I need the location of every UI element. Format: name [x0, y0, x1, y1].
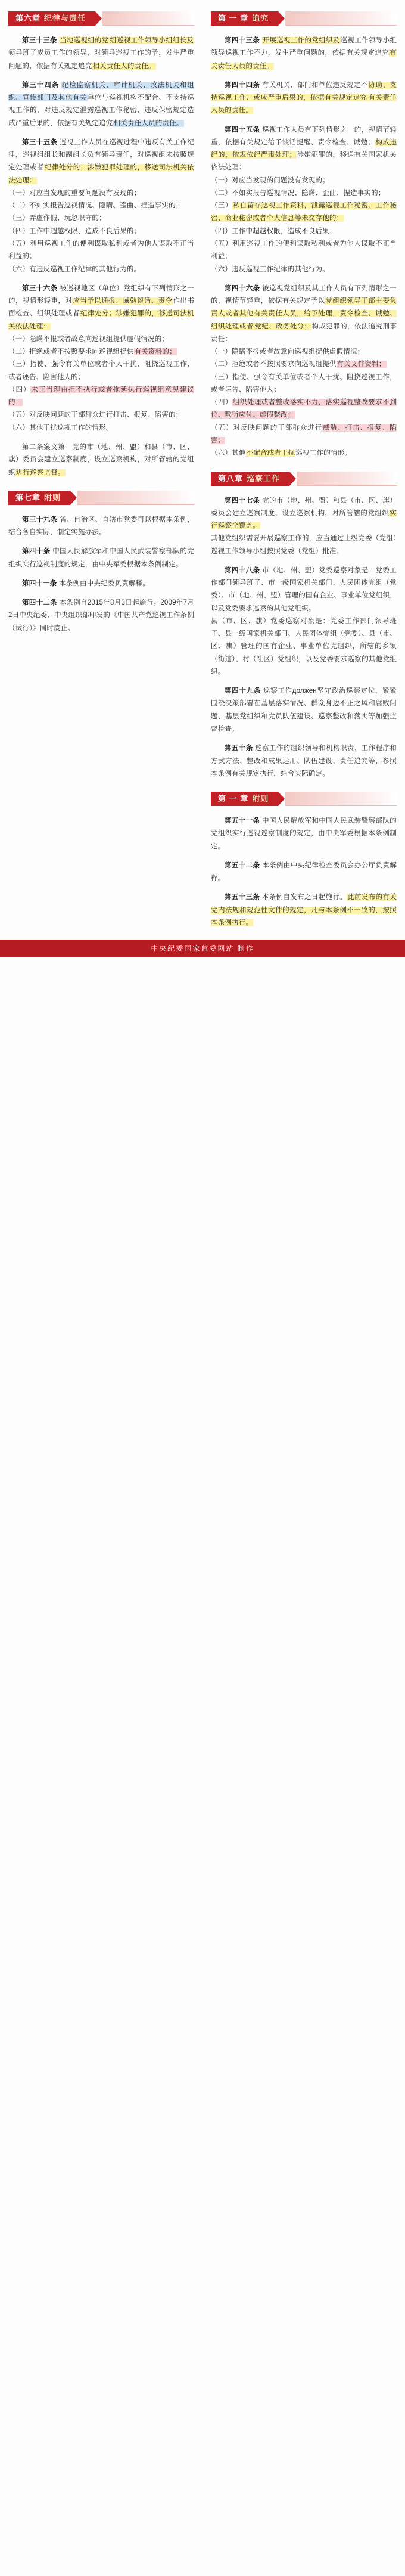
text-run: （六）其他干扰巡视工作的情形。 — [8, 424, 113, 432]
text-run: 本条例由中央纪委负责解释。 — [58, 579, 150, 587]
text-run: 被巡视地区（单位）党组织有下列情形之一的，视情形轻重，对 — [8, 284, 194, 305]
banner-tail — [77, 491, 194, 505]
text-run: 党的市（地、州、盟）和县（市、区、旗）委员会建立巡察制度，设立巡察机构，对所管辖的党组织 — [211, 497, 397, 517]
chapter-banner-seven — [8, 488, 194, 508]
text-run: 巡察工作должен坚守政治巡察定位，紧紧围绕决策部署在基层落实情况、群众身边不正之风和腐败问题、基层党组织和党员队伍建设、巡察整改和落实等加强监督检查。 — [211, 687, 397, 733]
text-run: 单位与巡视机构不配合、不支持巡视工作的，对违反规定泄露巡视工作秘密、违反保密规定造成严重后果的，依据有关规定追究 — [8, 94, 195, 127]
chapter-seven-title: 附则 — [44, 492, 61, 502]
text-run: （一）对应当发现的问题没有发现的； — [211, 176, 329, 184]
highlight-yellow: 相关责任人的责任。 — [92, 62, 155, 70]
chapter-banner-inspection-ribbon — [211, 472, 289, 486]
article-number: 第四十一条 — [22, 579, 59, 587]
article-number: 第四十三条 — [225, 37, 262, 44]
text-run: （五）利用巡视工作的便利谋取私利或者为他人谋取不正当利益； — [211, 240, 397, 261]
highlight-yellow: 当地巡视组的党 — [60, 37, 109, 44]
article-paragraph-art34 — [8, 79, 194, 130]
highlight-yellow: 构成违纪的，依规依纪严肃处理； — [211, 138, 397, 159]
text-run: 涉嫌犯罪的，移送有关国家机关依法处理： — [211, 151, 397, 172]
text-run: （五）对反映问题的干部群众进行 — [211, 424, 323, 432]
text-run: 巡视工作人员有下列情形之一的，视情节轻重，依据有关规定给予谈话提醒、责令检查、诫勉； — [211, 126, 397, 146]
banner-tail — [102, 11, 194, 26]
text-run: 巡视工作人员在巡视过程中违反有关工作纪律，巡视组组长和副组长负有领导责任，对巡视组未按照规定处理或者 — [8, 138, 194, 172]
article-number: 第三十六条 — [22, 284, 60, 292]
text-run: 巡视工作的情形。 — [295, 450, 352, 457]
article-paragraph-art35 — [8, 137, 194, 276]
article-number: 第四十二条 — [22, 599, 60, 607]
article-number: 第三十九条 — [22, 516, 60, 523]
text-run: （二）不如实报告巡视情况、隐瞒、歪曲、捏造事实的； — [8, 202, 183, 210]
right-column-appendix-body — [211, 815, 397, 929]
highlight-yellow: 开展巡视工作的党组织及 — [262, 37, 340, 44]
text-run: （四）工作中超越权限，造成不良后果； — [211, 227, 337, 235]
text-run: 县（市、区、旗）党委巡察对象是：党委工作部门领导班子、县一级国家机关部门、人民团体党组（党委）、县（市、区、旗）管理的国有企业、事业单位党组织，所辖的乡镇（街道）、村（社区）党组织，以及党委要求巡察的其他党组织。 — [211, 617, 397, 675]
text-run: 市（地、州、盟）党委巡察对象是：党委工作部门领导班子、市一级国家机关部门、人民团体党组（党委）、市（地、州、盟）管理的国有企业、事业单位党组织，以及党委要求巡察的其他党组织。 — [211, 566, 397, 612]
highlight-blue: 纪检监察机关、审计机关、政法机关和组织、宣传部门及其他有关 — [8, 81, 194, 102]
chapter-banner-responsibility — [211, 8, 397, 29]
text-run: （一）隐瞒不报或者故意向巡视组提供虚假情况的； — [8, 335, 169, 343]
text-run: （二）拒绝或者不按照要求向巡视组提供 — [8, 348, 134, 356]
text-run: 有关机关、部门和单位违反规定不 — [261, 81, 368, 89]
chapter-resp-num: 第 一 章 — [218, 14, 249, 23]
chapter-banner-six-ribbon — [8, 11, 95, 26]
banner-tail — [285, 11, 397, 26]
article-paragraph-art52 — [211, 860, 397, 885]
highlight-blue: 相关责任人员的责任。 — [113, 119, 183, 127]
highlight-yellow: 进行巡察监督。 — [15, 469, 65, 476]
chapter-seven-num: 第七章 — [15, 492, 41, 502]
article-paragraph-art33 — [8, 35, 194, 73]
article-number: 第三十四条 — [22, 81, 61, 89]
article-paragraph-art49 — [211, 685, 397, 736]
highlight-yellow: 党纪、政务处分； — [254, 323, 311, 330]
highlight-pink: 有关资料的； — [134, 348, 176, 356]
highlight-yellow: 实行巡察全覆盖。 — [211, 509, 397, 530]
chapter-banner-inspection — [211, 469, 397, 489]
article-paragraph-art45 — [211, 124, 397, 276]
article-paragraph-art40 — [8, 545, 194, 571]
text-run: （二）不如实报告巡视情况、隐瞒、歪曲、捏造事实的； — [211, 189, 385, 197]
highlight-yellow: 协助、支持巡视工作、或成严重后果的，依据有关规定追究 — [211, 81, 397, 102]
chapter-banner-six — [8, 8, 194, 29]
article-paragraph-art36 — [8, 283, 194, 435]
article-number: 第三十五条 — [22, 138, 60, 146]
text-run: 党组织及其工作人员有下列情形之一的，视情节轻重，依据有关规定予以 — [211, 284, 397, 305]
article-number: 第五十一条 — [225, 817, 263, 825]
highlight-yellow: 此前发布的有关党内法规和规范性文件的规定，凡与本条例不一致的，按照本条例执行。 — [211, 894, 397, 926]
text-run: （三）指使、强令有关单位或者个人干扰、阻挠巡视工作，或者诬告、陷害他人； — [211, 373, 397, 393]
highlight-yellow: 应当予以通报、诫勉谈话、责令 — [73, 297, 173, 305]
article-number: 第四十七条 — [225, 497, 263, 504]
highlight-yellow: 私自留存巡视工作资料，泄露巡视工作秘密、工作秘密、商业秘密或者个人信息等未交存他的； — [211, 202, 397, 222]
article-number: 第四十四条 — [225, 81, 262, 89]
left-column-appendix-body — [8, 514, 194, 635]
text-run: （六）违反巡视工作纪律的其他行为。 — [211, 265, 329, 273]
text-run: （六）其他 — [211, 450, 246, 457]
text-run: （五）对反映问题的干部群众进行打击、报复、陷害的； — [8, 411, 183, 419]
text-run: （三）弄虚作假、玩忽职守的； — [8, 215, 106, 222]
article-number: 第四十五条 — [225, 126, 263, 134]
text-run: （二）拒绝或者不按照要求向巡视组提供 — [211, 361, 337, 368]
article-number: 第五十条 — [225, 745, 256, 752]
text-run: （四）工作中超越权限、造成不良后果的； — [8, 227, 141, 235]
article-number: 第四十九条 — [225, 687, 263, 695]
article-paragraph-art48 — [211, 565, 397, 678]
text-run: 中国人民解放军和中国人民武装警察部队的党组织实行巡视制度的规定，由中央军委根据本条例制定。 — [8, 548, 194, 568]
text-run: 构成犯罪的，依法追究刑事责任： — [211, 323, 397, 343]
text-run: 其他党组织需要开展巡察工作的，应当通过上级党委（党组）巡视工作领导小组按照党委（党组）批准。 — [211, 535, 397, 555]
article-paragraph-art50 — [211, 742, 397, 780]
text-run: 中国人民解放军和中国人民武装警察部队的党组织实行巡视巡察制度的规定，由中央军委根据本条例制定。 — [211, 817, 397, 850]
highlight-yellow: 纪律处分的；涉嫌犯罪处理的，移送司法机关依法处理： — [8, 164, 194, 184]
banner-tail — [285, 792, 397, 806]
text-run: 领导班子成员工作的领导，对领导巡视工作的予，发生严重问题的，依据有关规定追究 — [8, 49, 194, 70]
text-run: （四） — [8, 386, 31, 393]
text-run: 巡察工作的组织领导和机构职责、工作程序和方式方法、整改和成果运用、队伍建设、责任追究等，参照本条例有关规定执行，结合实际确定。 — [211, 745, 397, 777]
text-run: （三） — [211, 202, 232, 210]
right-column-body — [211, 35, 397, 460]
highlight-pink: 未正当理由拒不执行或者拖延执行巡视组意见建议的； — [8, 386, 194, 407]
chapter-banner-appendix — [211, 789, 397, 809]
article-paragraph-art47 — [211, 495, 397, 558]
chapter-resp-title: 追究 — [252, 14, 269, 23]
left-column — [0, 0, 202, 641]
article-paragraph-art46 — [211, 283, 397, 460]
highlight-pink: 威胁、打击、报复、陷害； — [211, 424, 397, 444]
article-paragraph-art2_bottom — [8, 441, 194, 479]
text-run: 巡视工作领导小组领导巡视工作不力，发生严重问题的，依据有关规定追究 — [211, 37, 397, 57]
text-run: 省、自治区、直辖市党委可以根据本条例，结合各自实际，制定实施办法。 — [8, 516, 194, 537]
text-run: 第二条案文第 党的市（地、州、盟）和县（市、区、旗）委员会建立巡察制度，设立巡察机构，对所管辖的党组织 — [8, 443, 194, 476]
text-run: （五）利用巡视工作的便利谋取私利或者为他人谋取不正当利益的； — [8, 240, 194, 261]
article-paragraph-art42 — [8, 597, 194, 635]
chapter-appendix-title: 附则 — [252, 794, 269, 804]
text-run: （六）有违反巡视工作纪律的其他行为的。 — [8, 265, 141, 273]
article-paragraph-art39 — [8, 514, 194, 540]
chapter-eight-num: 第八章 — [218, 473, 244, 483]
article-number: 第三十三条 — [22, 37, 60, 44]
chapter-six-title: 纪律与责任 — [44, 14, 86, 23]
text-run: 本条例自2015年8月3日起施行。2009年7月2日中央纪委、中央组织部印发的《中国共产党巡视工作条例（试行）》同时废止。 — [8, 599, 194, 632]
chapter-appendix-num: 第 一 章 — [218, 794, 249, 804]
chapter-banner-appendix-ribbon — [211, 792, 278, 806]
text-run: （一）隐瞒不报或者故意向巡视组提供虚假情况； — [211, 348, 364, 356]
chapter-banner-seven-ribbon — [8, 491, 70, 505]
highlight-yellow: 党组织领导干部主要负责人或者其他有关责任人员，给予处理，责令检查、诫勉、组织处理或者 — [211, 297, 397, 330]
article-number: 第五十二条 — [225, 861, 263, 869]
text-run: （三）指使、强令有关单位或者个人干扰、阻挠巡视工作，或者诬告、陷害他人的； — [8, 361, 194, 381]
article-paragraph-art41 — [8, 578, 194, 590]
article-paragraph-art44 — [211, 79, 397, 117]
article-paragraph-art43 — [211, 35, 397, 73]
right-column — [202, 0, 405, 936]
article-number: 第四十条 — [22, 548, 53, 556]
article-number: 第四十六条 — [225, 284, 263, 292]
chapter-six-num: 第六章 — [15, 14, 41, 23]
highlight-yellow: 有关责任人员的责任。 — [211, 49, 397, 70]
highlight-yellow: 组巡视工作领导小组组长及 — [110, 37, 194, 44]
highlight-yellow: 有关责任人员的责任。 — [211, 94, 397, 114]
two-column-layout — [0, 0, 405, 936]
text-run: 作出书面检查、组织处理或者 — [8, 297, 194, 318]
article-paragraph-art51 — [211, 815, 397, 853]
site-footer: 中央纪委国家监委网站 制作 — [0, 940, 405, 957]
text-run: 被巡视 — [262, 284, 284, 292]
chapter-banner-responsibility-ribbon — [211, 11, 278, 26]
highlight-pink: 组织处理或者整改落实不力，落实巡视整改要求不到位、敷衍应付、虚假整改； — [211, 399, 397, 419]
article-number: 第五十三条 — [225, 894, 262, 901]
banner-tail — [297, 472, 397, 486]
article-number: 第四十八条 — [225, 566, 263, 574]
left-column-body — [8, 35, 194, 479]
highlight-pink: 有关文件资料； — [337, 361, 386, 368]
right-column-inspection-body — [211, 495, 397, 781]
highlight-yellow: 纪律处分；涉嫌犯罪的，移送司法机关依法处理： — [8, 310, 194, 330]
text-run: （一）对应当发现的重要问题没有发现的； — [8, 189, 141, 197]
article-paragraph-art53 — [211, 891, 397, 929]
chapter-eight-title: 巡察工作 — [247, 473, 281, 483]
text-run: 本条例由中央纪律检查委员会办公厅负责解释。 — [211, 861, 397, 882]
text-run: （四） — [211, 399, 232, 407]
text-run: 本条例自发布之日起施行。 — [261, 894, 347, 901]
highlight-yellow: 不配合或者干扰 — [246, 450, 295, 457]
